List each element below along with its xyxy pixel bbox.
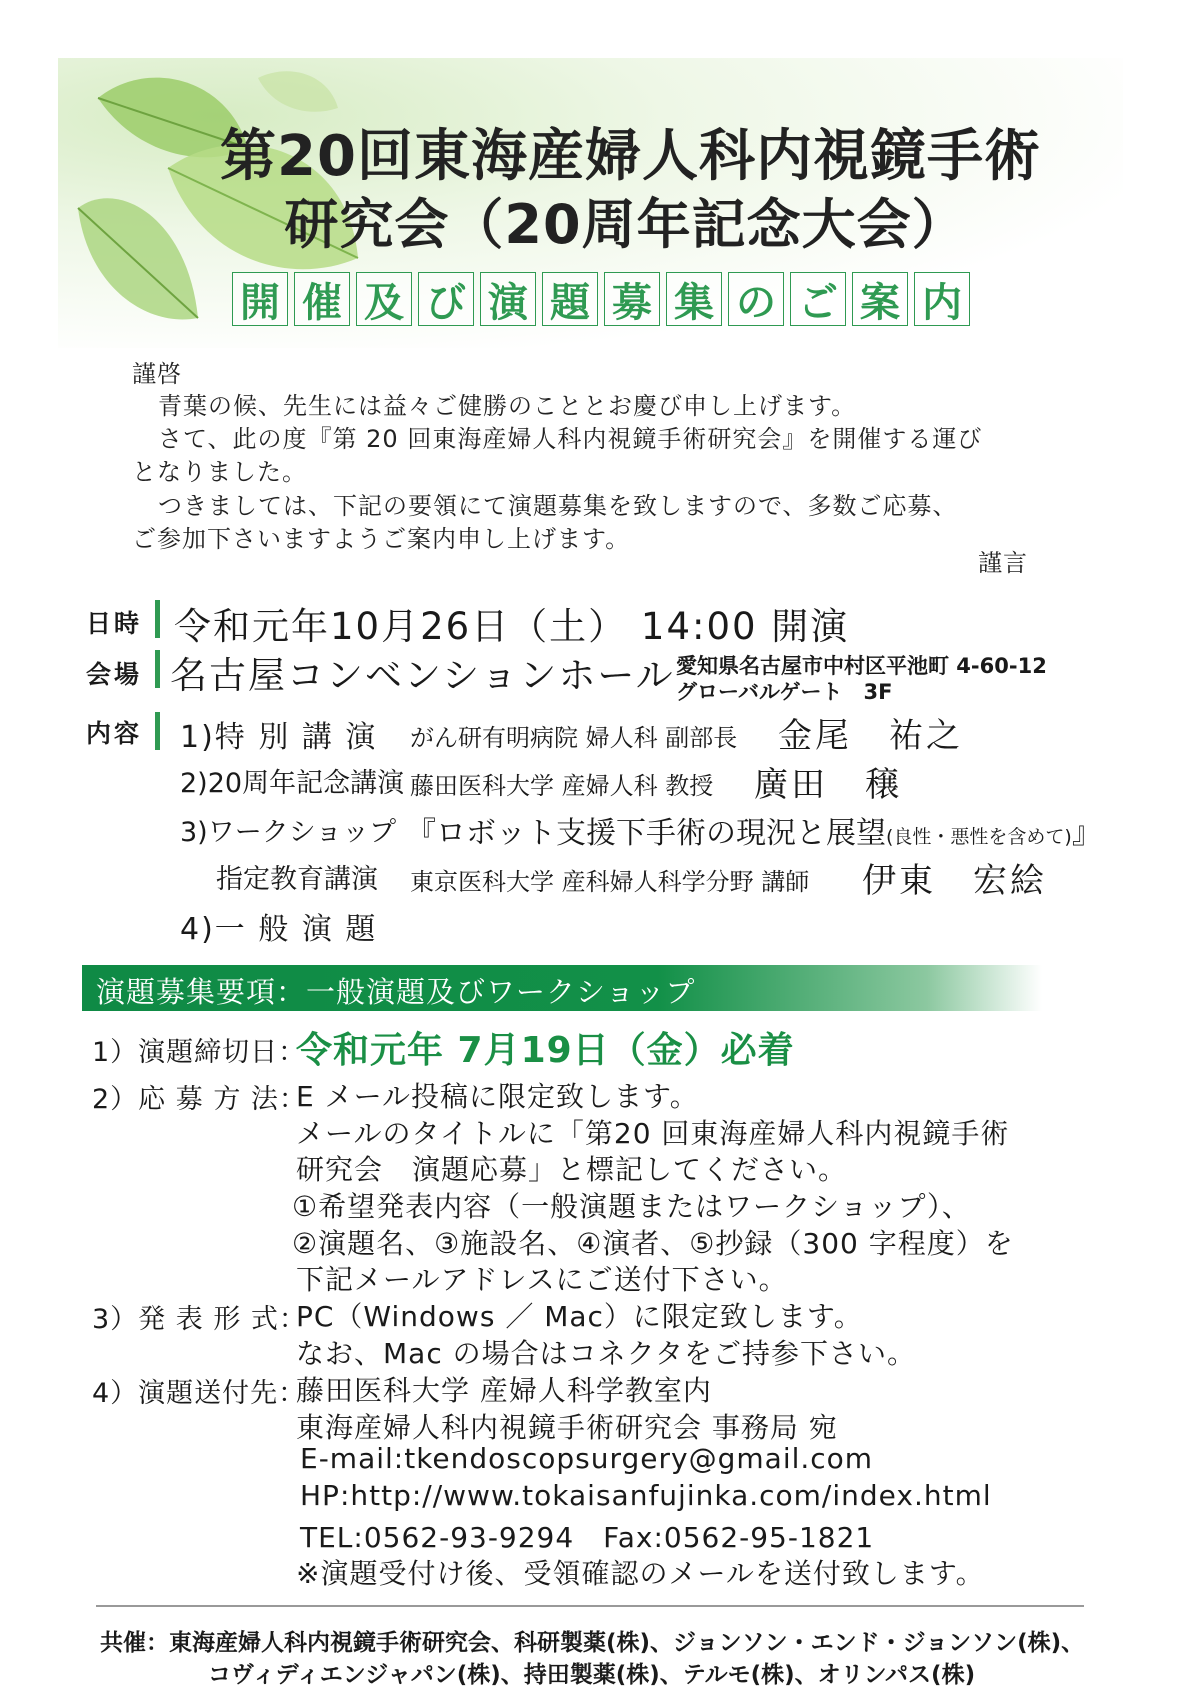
contact-website: HP:http://www.tokaisanfujinka.com/index.html <box>300 1479 992 1512</box>
page-title-line1: 第20回東海産婦人科内視鏡手術 <box>220 124 1041 189</box>
program-affiliation: がん研有明病院 婦人科 副部長 <box>410 724 738 752</box>
venue-address: 愛知県名古屋市中村区平池町 4-60-12 <box>676 654 1047 678</box>
label-divider <box>155 650 160 688</box>
program-item: 指定教育講演 <box>216 864 378 895</box>
subtitle-char: 開 <box>232 272 288 326</box>
rule-label: 3）発 表 形 式： <box>92 1304 307 1335</box>
rule-text: 藤田医科大学 産婦人科学教室内 <box>296 1374 712 1407</box>
rule-text: E メール投稿に限定致します。 <box>296 1080 699 1113</box>
deadline: 令和元年 7月19日（金）必着 <box>296 1030 795 1071</box>
rule-label: 2）応 募 方 法： <box>92 1084 307 1115</box>
subtitle-char: 集 <box>666 272 722 326</box>
subtitle-char: 演 <box>480 272 536 326</box>
cosponsors-line1: 共催：東海産婦人科内視鏡手術研究会、科研製薬(株)、ジョンソン・エンド・ジョンソン(株)、 <box>100 1630 1085 1656</box>
event-date: 令和元年10月26日（土） 14:00 開演 <box>174 605 850 648</box>
program-speaker: 廣田 穣 <box>754 765 902 805</box>
label-divider <box>155 712 160 750</box>
subtitle-char: 催 <box>294 272 350 326</box>
subtitle-char: 案 <box>852 272 908 326</box>
workshop-title-main: 『ロボット支援下手術の現況と展望 <box>406 816 886 851</box>
subtitle-boxes <box>232 272 970 324</box>
rule-text: 研究会 演題応募」と標記してください。 <box>296 1153 848 1186</box>
subtitle-char: の <box>728 272 784 326</box>
program-affiliation: 藤田医科大学 産婦人科 教授 <box>410 772 714 800</box>
subtitle-char: 内 <box>914 272 970 326</box>
date-label: 日時 <box>86 609 143 638</box>
letter-line: となりました。 <box>132 458 307 486</box>
rule-text: なお、Mac の場合はコネクタをご持参下さい。 <box>296 1337 917 1370</box>
footer-divider <box>96 1605 1084 1607</box>
subtitle-char: 及 <box>356 272 412 326</box>
program-speaker: 金尾 祐之 <box>778 716 963 756</box>
rule-text: 下記メールアドレスにご送付下さい。 <box>296 1263 788 1296</box>
program-item: 3)ワークショップ <box>180 817 397 848</box>
rule-text: メールのタイトルに「第20 回東海産婦人科内視鏡手術 <box>296 1117 1010 1150</box>
subtitle-char: び <box>418 272 474 326</box>
rule-text: ①希望発表内容（一般演題またはワークショップ）、 <box>292 1190 971 1223</box>
workshop-title-note: (良性・悪性を含めて) <box>886 826 1072 848</box>
workshop-title-close: 』 <box>1071 816 1102 851</box>
page-title-line2: 研究会（20周年記念大会） <box>284 193 967 256</box>
contact-phone-fax: TEL:0562-93-9294 Fax:0562-95-1821 <box>300 1521 875 1554</box>
letter-line: さて、此の度『第 20 回東海産婦人科内視鏡手術研究会』を開催する運び <box>158 425 983 453</box>
venue-label: 会場 <box>86 660 143 689</box>
program-affiliation: 東京医科大学 産科婦人科学分野 講師 <box>410 868 810 896</box>
rule-text: ②演題名、③施設名、④演者、⑤抄録（300 字程度）を <box>292 1227 1014 1260</box>
rule-label: 4）演題送付先： <box>92 1378 307 1409</box>
program-item: 1)特 別 講 演 <box>180 720 378 755</box>
section-title: 演題募集要項：一般演題及びワークショップ <box>96 975 696 1009</box>
rule-text: 東海産婦人科内視鏡手術研究会 事務局 宛 <box>296 1411 838 1444</box>
letter-opening: 謹啓 <box>132 360 182 388</box>
letter-line: ご参加下さいますようご案内申し上げます。 <box>132 525 631 553</box>
program-item: 2)20周年記念講演 <box>180 768 405 799</box>
subtitle-char: ご <box>790 272 846 326</box>
content-label: 内容 <box>86 719 143 748</box>
program-item: 4)一 般 演 題 <box>180 912 378 947</box>
rule-note: ※演題受付け後、受領確認のメールを送付致します。 <box>296 1557 985 1590</box>
subtitle-char: 募 <box>604 272 660 326</box>
letter-line: 青葉の候、先生には益々ご健勝のこととお慶び申し上げます。 <box>158 392 857 420</box>
workshop-title <box>406 808 1102 852</box>
cosponsors-line2: コヴィディエンジャパン(株)、持田製薬(株)、テルモ(株)、オリンパス(株) <box>208 1662 976 1688</box>
rule-label: 1）演題締切日： <box>92 1037 307 1068</box>
program-speaker: 伊東 宏絵 <box>862 861 1047 901</box>
contact-email: E-mail:tkendoscopsurgery@gmail.com <box>300 1442 874 1475</box>
letter-line: つきましては、下記の要領にて演題募集を致しますので、多数ご応募、 <box>158 492 958 520</box>
rule-text: PC（Windows ／ Mac）に限定致します。 <box>296 1300 863 1333</box>
subtitle-char: 題 <box>542 272 598 326</box>
label-divider <box>155 600 160 638</box>
venue-address: グローバルゲート 3F <box>676 680 893 704</box>
venue-name: 名古屋コンベンションホール <box>170 654 675 697</box>
letter-closing: 謹言 <box>978 549 1028 577</box>
section-header <box>82 965 1042 1011</box>
